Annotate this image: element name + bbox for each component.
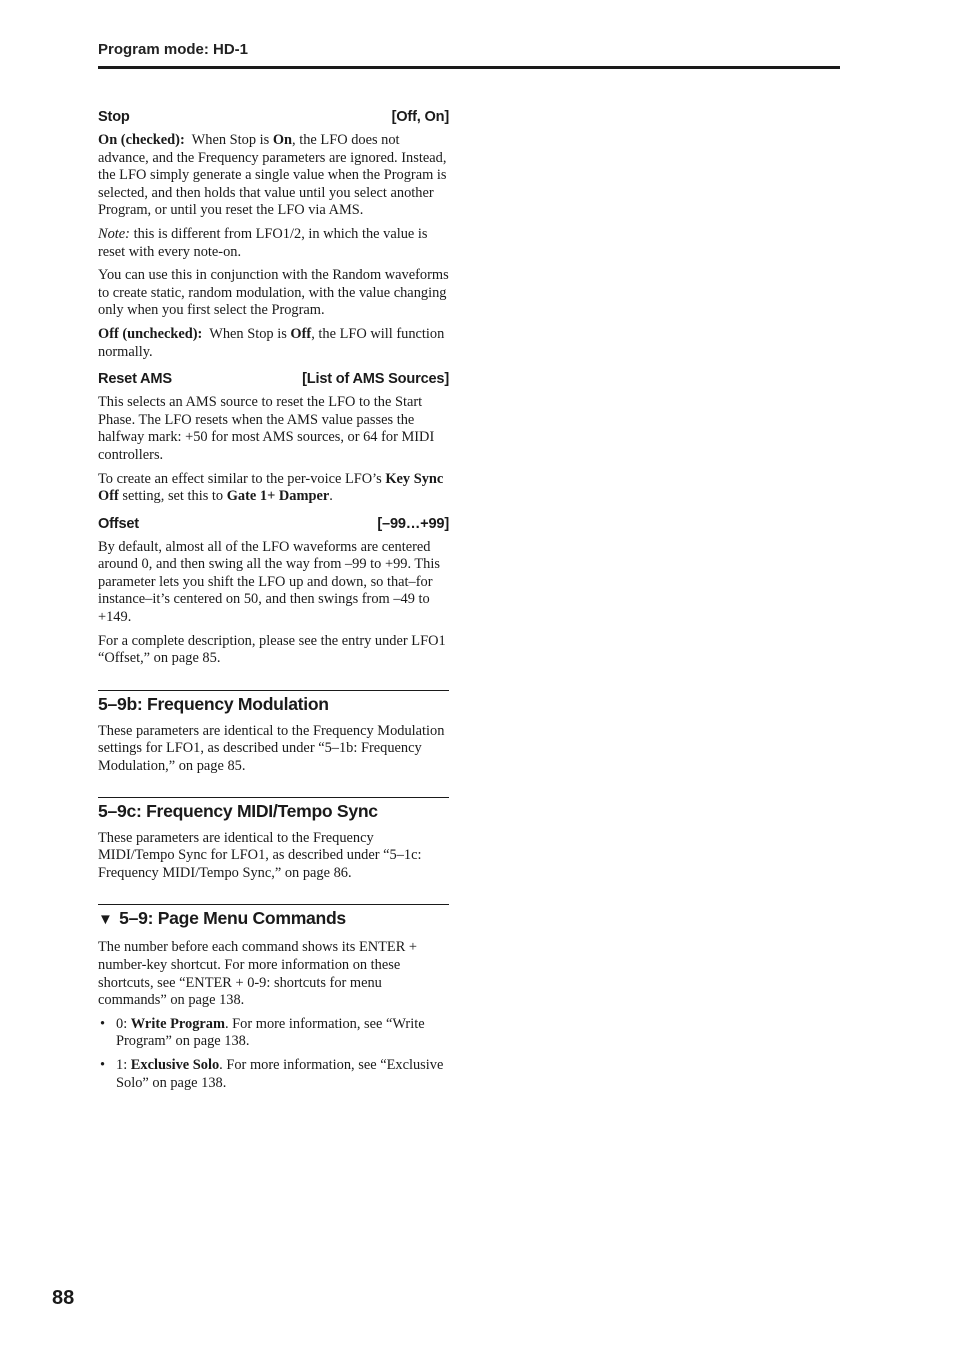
running-head: Program mode: HD-1 [98, 41, 249, 58]
paragraph-note [98, 226, 449, 261]
bold-term: Exclusive Solo [130, 1056, 220, 1073]
triangle-down-icon: ▼ [98, 911, 113, 929]
paragraph-stop-random: You can use this in conjunction with the Random waveforms to create static, random modulation, with the value changing only when you first select the Program. [98, 267, 449, 319]
paragraph-frequency-modulation: These parameters are identical to the Frequency Modulation settings for LFO1, as described under “5–1b: Frequency Modulation,” on page 85. [98, 722, 445, 775]
bold-term: Key Sync Off [98, 470, 444, 505]
bullet-icon: • [100, 1056, 106, 1073]
header-rule [98, 66, 840, 69]
paragraph-page-menu: The number before each command shows its ENTER + number-key shortcut. For more information on these shortcuts, see “ENTER + 0-9: shortcuts for menu commands” on page 138. [98, 939, 418, 1009]
text-run: , the LFO does not advance, and the Frequency parameters are ignored. Instead, the LFO simply generate a single value when the Program is selected, and then holds that value until you select another Program, or until you reset the LFO via AMS. [98, 132, 447, 219]
param-range: [Off, On] [391, 109, 449, 125]
text-run: setting, set this to [118, 488, 227, 505]
text-run: 0: [116, 1015, 131, 1032]
paragraph-offset: By default, almost all of the LFO waveforms are centered around 0, and then swing all the way from –99 to +99. This parameter lets you shift the LFO up and down, so that–for instance–it’s centered on 50, and then swings from –49 to +149. [98, 538, 440, 626]
text-run: . For more information, see “Exclusive Solo” on page 138. [116, 1056, 444, 1091]
param-heading-offset [98, 515, 449, 533]
menu-command-list [98, 1016, 449, 1092]
param-title: Stop [98, 109, 130, 125]
text-run: When Stop is [209, 325, 291, 342]
paragraph-frequency-midi: These parameters are identical to the Frequency MIDI/Tempo Sync for LFO1, as described under “5–1c: Frequency MIDI/Tempo Sync,” on page 86. [98, 829, 422, 881]
text-run: To create an effect similar to the per-voice LFO’s [98, 470, 386, 487]
paragraph-stop-off [98, 326, 449, 361]
text-run: . For more information, see “Write Program” on page 138. [116, 1015, 425, 1050]
bold-term: On [272, 132, 293, 148]
list-item [98, 1057, 449, 1092]
note-label: Note: [98, 225, 130, 242]
text-run: this is different from LFO1/2, in which the value is reset with every note-on. [98, 225, 428, 260]
text-run: , the LFO will function normally. [98, 325, 445, 360]
paragraph-reset-ams: This selects an AMS source to reset the LFO to the Start Phase. The LFO resets when the AMS value passes the halfway mark: +50 for most AMS sources, or 64 for MIDI controllers. [98, 394, 435, 463]
term-label: On (checked): [98, 132, 185, 148]
param-heading-reset-ams [98, 370, 449, 388]
text-run: . [329, 488, 333, 505]
bold-term: Gate 1+ Damper [226, 488, 330, 505]
param-title: Offset [98, 515, 139, 532]
section-heading-page-menu [98, 904, 449, 932]
param-title: Reset AMS [98, 371, 172, 388]
bullet-icon: • [100, 1015, 106, 1032]
param-range: [List of AMS Sources] [302, 371, 449, 388]
paragraph-reset-ams-2 [98, 471, 449, 506]
list-item [98, 1016, 449, 1051]
text-run: When Stop is [191, 132, 273, 148]
page-number: 88 [52, 1287, 75, 1309]
text-run: 1: [116, 1056, 131, 1073]
section-heading-frequency-modulation: 5–9b: Frequency Modulation [98, 690, 449, 716]
bold-term: Write Program [130, 1015, 225, 1032]
paragraph-stop-on [98, 132, 449, 220]
term-label: Off (unchecked): [98, 325, 203, 342]
main-column [98, 108, 449, 1098]
section-title: 5–9: Page Menu Commands [119, 908, 346, 929]
paragraph-offset-2: For a complete description, please see the entry under LFO1 “Offset,” on page 85. [98, 632, 446, 667]
param-heading-stop [98, 108, 449, 126]
section-heading-frequency-midi: 5–9c: Frequency MIDI/Tempo Sync [98, 797, 449, 823]
bold-term: Off [290, 325, 312, 342]
param-range: [–99…+99] [377, 515, 449, 532]
